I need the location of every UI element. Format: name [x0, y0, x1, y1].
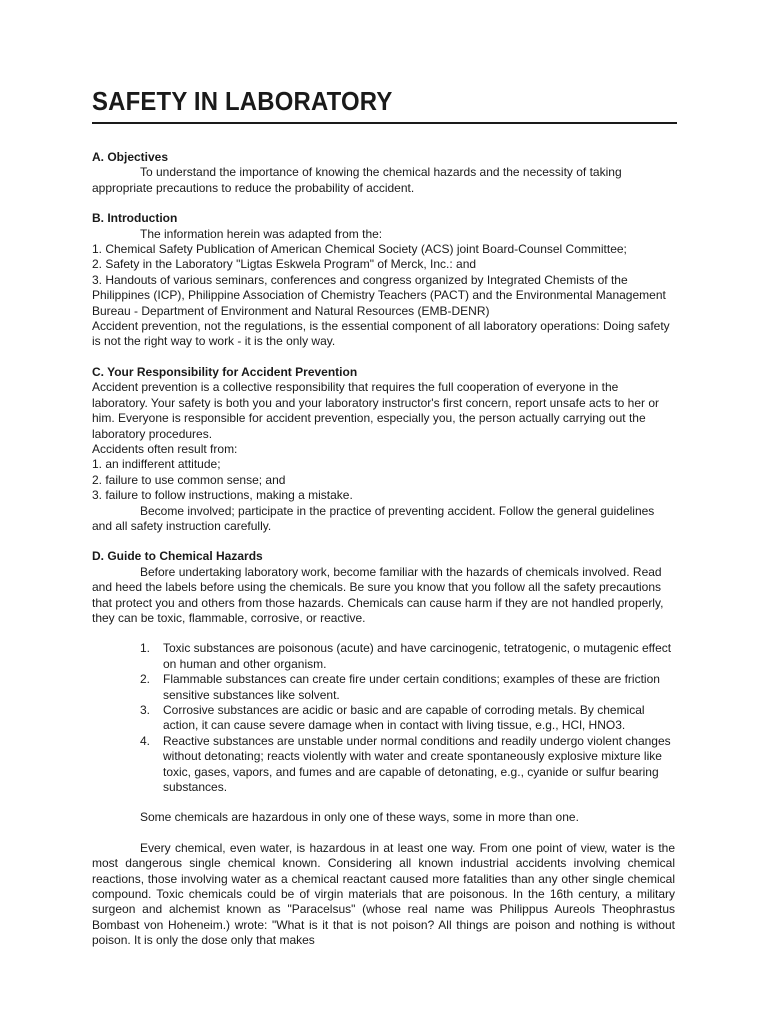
list-item: 3. failure to follow instructions, making a mistake. — [92, 488, 353, 503]
section-hazards — [92, 549, 675, 948]
list-number: 4. — [140, 733, 151, 748]
page-title: SAFETY IN LABORATORY — [92, 86, 393, 116]
title-divider — [92, 122, 677, 124]
section-heading: A. Objectives — [92, 150, 169, 164]
section-responsibility — [92, 365, 675, 534]
list-number: 3. — [140, 703, 151, 717]
responsibility-lead: Accidents often result from: — [92, 441, 238, 456]
section-heading: B. Introduction — [92, 211, 178, 226]
hazards-after-list: Some chemicals are hazardous in only one of these ways, some in more than one. — [140, 810, 579, 825]
list-text: Toxic substances are poisonous (acute) and have carcinogenic, tetratogenic, o mutagenic effect on human and other organism. — [163, 641, 672, 671]
list-number: 2. — [140, 672, 151, 687]
list-text: Flammable substances can create fire under certain conditions; examples of these are friction sensitive substances like solvent. — [163, 672, 660, 702]
list-item — [92, 734, 675, 796]
list-item: 1. Chemical Safety Publication of American Chemical Society (ACS) joint Board-Counsel Committee; — [92, 242, 627, 257]
spacer — [92, 795, 675, 810]
spacer — [92, 196, 675, 211]
list-item: 2. failure to use common sense; and — [92, 472, 286, 487]
list-text: Reactive substances are unstable under normal conditions and readily undergo violent changes without detonating; reacts violently with water and create spontaneously explosive mixture like toxic, gases, vapors, and fumes and are capable of detonating, e.g., cyanide or sulfur bearing substances. — [163, 733, 671, 795]
section-introduction — [92, 211, 675, 350]
list-item: 3. Handouts of various seminars, conferences and congress organized by Integrated Chemists of the Philippines (ICP), Philippine Association of Chemistry Teachers (PACT) and the Environmental Management Bureau - Department of Environment and Natural Resources (EMB-DENR) — [92, 272, 666, 318]
list-item: 2. Safety in the Laboratory "Ligtas Eskwela Program" of Merck, Inc.: and — [92, 257, 477, 272]
list-item — [92, 641, 675, 672]
hazards-body: Before undertaking laboratory work, become familiar with the hazards of chemicals involved. Read and heed the labels before using the chemicals. Be sure you know that you follow all the safety precautions that protect you and others from those hazards. Chemicals can cause harm if they are not handled properly, they can be toxic, flammable, corrosive, or reactive. — [92, 564, 664, 625]
section-objectives — [92, 150, 675, 196]
introduction-closing: Accident prevention, not the regulations, is the essential component of all laboratory operations: Doing safety is not the right way to work - it is the only way. — [92, 319, 670, 349]
section-heading: C. Your Responsibility for Accident Prevention — [92, 364, 358, 379]
document-body — [92, 150, 675, 949]
list-text: Corrosive substances are acidic or basic and are capable of corroding metals. By chemical action, it can cause severe damage when in contact with living tissue, e.g., HCl, HNO3. — [163, 703, 645, 733]
introduction-lead: The information herein was adapted from the: — [140, 226, 383, 241]
spacer — [92, 626, 675, 641]
hazard-list — [92, 641, 675, 795]
responsibility-body: Accident prevention is a collective responsibility that requires the full cooperation of everyone in the laboratory. Your safety is both you and your laboratory instructor's first concern, report unsafe acts to her or him. Everyone is responsible for accident prevention, especially you, the person actually carrying out the laboratory procedures. — [92, 380, 660, 441]
section-heading: D. Guide to Chemical Hazards — [92, 549, 263, 564]
list-item — [92, 672, 675, 703]
hazards-water-paragraph: Every chemical, even water, is hazardous in at least one way. From one point of view, water is the most dangerous single chemical known. Considering all known industrial accidents involving chemical reactions, those involving water as a chemical reactant caused more fatalities than any other single chemical compound. Toxic chemicals could be of virgin materials that are poisonous. In the 16th century, a military surgeon and alchemist known as "Paracelsus" (whose real name was Philippus Aureols Theophrastus Bombast von Hoheneim.) wrote: "What is it that is not poison? All things are poison and nothing is without poison. It is only the dose only that makes — [92, 840, 675, 948]
spacer — [92, 534, 675, 549]
spacer — [92, 826, 675, 841]
spacer — [92, 350, 675, 365]
list-number: 1. — [140, 641, 151, 656]
list-item: 1. an indifferent attitude; — [92, 457, 221, 472]
responsibility-closing: Become involved; participate in the practice of preventing accident. Follow the general guidelines and all safety instruction carefully. — [92, 503, 655, 533]
objectives-body: To understand the importance of knowing the chemical hazards and the necessity of taking appropriate precautions to reduce the probability of accident. — [92, 165, 622, 195]
list-item — [92, 703, 675, 734]
